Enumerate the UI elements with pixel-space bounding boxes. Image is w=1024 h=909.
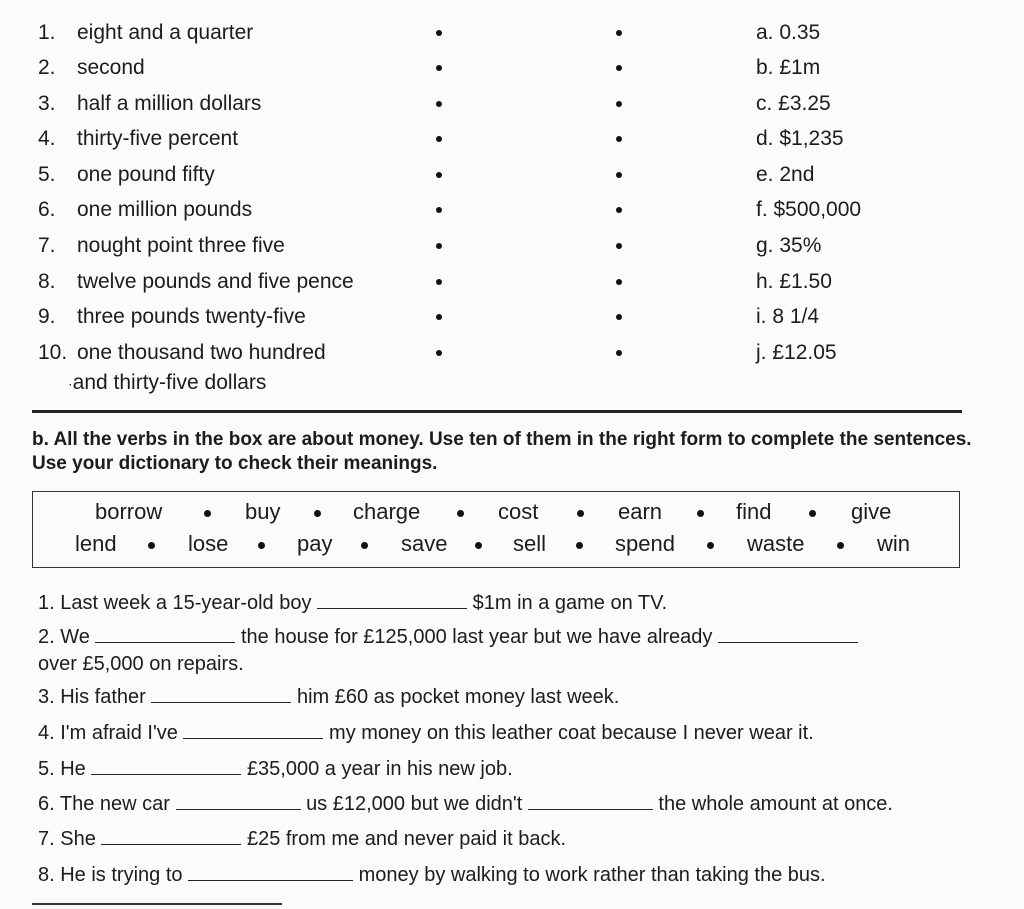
bullet-separator xyxy=(361,542,368,549)
right-match-dot[interactable] xyxy=(616,207,622,213)
answer-blank[interactable] xyxy=(151,684,291,703)
item-phrase: three pounds twenty-five xyxy=(77,305,306,328)
left-match-dot[interactable] xyxy=(436,136,442,142)
answer-blank[interactable] xyxy=(718,624,858,643)
answer-blank[interactable] xyxy=(91,756,241,775)
word-earn: earn xyxy=(618,499,663,524)
sentence-6 xyxy=(38,791,893,816)
match-row-3 xyxy=(0,92,1024,122)
left-match-dot[interactable] xyxy=(436,243,442,249)
item-answer: f. $500,000 xyxy=(756,198,862,221)
word-sell: sell xyxy=(513,531,547,556)
item-number: 7. xyxy=(38,234,56,257)
word-waste: waste xyxy=(747,531,805,556)
item-answer: g. 35% xyxy=(756,234,822,257)
item-answer: j. £12.05 xyxy=(756,341,837,364)
right-match-dot[interactable] xyxy=(616,350,622,356)
bullet-separator xyxy=(148,542,155,549)
item-number: 9. xyxy=(38,305,56,328)
item-phrase: one million pounds xyxy=(77,198,253,221)
bullet-separator xyxy=(837,542,844,549)
word-box xyxy=(32,491,960,568)
answer-blank[interactable] xyxy=(317,590,467,609)
right-match-dot[interactable] xyxy=(616,136,622,142)
sentence-text: $1m in a game on TV. xyxy=(472,592,668,614)
bullet-separator xyxy=(707,542,714,549)
bullet-separator xyxy=(457,510,464,517)
word-lose: lose xyxy=(188,531,229,556)
match-row-9 xyxy=(0,305,1024,335)
sentence-text: 7. She xyxy=(38,828,96,850)
word-spend: spend xyxy=(615,531,675,556)
item-answer: b. £1m xyxy=(756,56,821,79)
item-answer: h. £1.50 xyxy=(756,270,832,293)
item-answer: d. $1,235 xyxy=(756,127,844,150)
right-match-dot[interactable] xyxy=(616,65,622,71)
item-number: 10. xyxy=(38,341,68,364)
right-match-dot[interactable] xyxy=(616,243,622,249)
sentence-text: him £60 as pocket money last week. xyxy=(296,686,620,708)
bullet-separator xyxy=(697,510,704,517)
sentence-text: 8. He is trying to xyxy=(38,864,183,886)
word-lend: lend xyxy=(75,531,117,556)
bullet-separator xyxy=(314,510,321,517)
continuation-text: and thirty-five dollars xyxy=(72,371,267,394)
sentence-text: £25 from me and never paid it back. xyxy=(246,828,567,850)
item-phrase: twelve pounds and five pence xyxy=(77,270,354,293)
right-match-dot[interactable] xyxy=(616,101,622,107)
item-number: 8. xyxy=(38,270,56,293)
sentence-text: the house for £125,000 last year but we have already xyxy=(241,626,713,648)
item-phrase-continuation: ·and thirty-five dollars xyxy=(68,371,267,394)
item-phrase: thirty-five percent xyxy=(77,127,239,150)
item-phrase: nought point three five xyxy=(77,234,285,257)
left-match-dot[interactable] xyxy=(436,207,442,213)
bullet-separator xyxy=(809,510,816,517)
sentence-8 xyxy=(38,862,826,887)
bullet-separator xyxy=(577,510,584,517)
answer-blank[interactable] xyxy=(176,791,301,810)
bullet-separator xyxy=(204,510,211,517)
sentence-4 xyxy=(38,720,814,745)
sentence-text: the whole amount at once. xyxy=(658,793,893,815)
item-number: 3. xyxy=(38,92,56,115)
word-pay: pay xyxy=(297,531,333,556)
sentence-text: us £12,000 but we didn't xyxy=(306,793,523,815)
item-phrase: one pound fifty xyxy=(77,163,215,186)
item-number: 4. xyxy=(38,127,56,150)
answer-blank[interactable] xyxy=(95,624,235,643)
word-find: find xyxy=(736,499,772,524)
bullet-separator xyxy=(576,542,583,549)
sentence-text: 3. His father xyxy=(38,686,146,708)
item-answer: i. 8 1/4 xyxy=(756,305,820,328)
word-cost: cost xyxy=(498,499,539,524)
item-answer: a. 0.35 xyxy=(756,21,821,44)
sentence-5 xyxy=(38,756,513,781)
right-match-dot[interactable] xyxy=(616,279,622,285)
word-give: give xyxy=(851,499,892,524)
item-phrase: second xyxy=(77,56,145,79)
sentence-2 xyxy=(38,624,858,649)
item-number: 1. xyxy=(38,21,56,44)
word-charge: charge xyxy=(353,499,421,524)
item-number: 2. xyxy=(38,56,56,79)
sentence-1 xyxy=(38,590,667,615)
right-match-dot[interactable] xyxy=(616,30,622,36)
answer-blank[interactable] xyxy=(101,826,241,845)
sentence-text: 4. I'm afraid I've xyxy=(38,722,178,744)
match-row-8 xyxy=(0,270,1024,300)
match-row-1 xyxy=(0,21,1024,51)
part-b-instruction: b. All the verbs in the box are about money. Use ten of them in the right form to complete the sentences. Use your dictionary to check their meanings. xyxy=(32,429,972,474)
item-phrase: half a million dollars xyxy=(77,92,262,115)
item-number: 6. xyxy=(38,198,56,221)
bullet-separator xyxy=(258,542,265,549)
sentence-text: 1. Last week a 15-year-old boy xyxy=(38,592,312,614)
match-row-2 xyxy=(0,56,1024,86)
right-match-dot[interactable] xyxy=(616,172,622,178)
sentence-text: 2. We xyxy=(38,626,90,648)
left-match-dot[interactable] xyxy=(436,101,442,107)
item-phrase: eight and a quarter xyxy=(77,21,254,44)
match-row-7 xyxy=(0,234,1024,264)
item-phrase: one thousand two hundred xyxy=(77,341,326,364)
match-row-10 xyxy=(0,341,1024,371)
match-row-5 xyxy=(0,163,1024,193)
item-number: 5. xyxy=(38,163,56,186)
left-match-dot[interactable] xyxy=(436,172,442,178)
answer-blank[interactable] xyxy=(188,862,353,881)
sentence-text: my money on this leather coat because I never wear it. xyxy=(329,722,814,744)
word-save: save xyxy=(401,531,448,556)
sentence-7 xyxy=(38,826,566,851)
item-answer: e. 2nd xyxy=(756,163,815,186)
word-borrow: borrow xyxy=(95,499,163,524)
left-match-dot[interactable] xyxy=(436,279,442,285)
left-match-dot[interactable] xyxy=(436,65,442,71)
sentence-text: money by walking to work rather than taking the bus. xyxy=(358,864,826,886)
footer-divider xyxy=(32,903,282,905)
left-match-dot[interactable] xyxy=(436,350,442,356)
sentence-text: £35,000 a year in his new job. xyxy=(246,758,513,780)
left-match-dot[interactable] xyxy=(436,314,442,320)
left-match-dot[interactable] xyxy=(436,30,442,36)
section-divider xyxy=(32,410,962,413)
bullet-separator xyxy=(475,542,482,549)
answer-blank[interactable] xyxy=(528,791,653,810)
sentence-text: 5. He xyxy=(38,758,86,780)
match-row-4 xyxy=(0,127,1024,157)
sentence-text: 6. The new car xyxy=(38,793,170,815)
right-match-dot[interactable] xyxy=(616,314,622,320)
word-buy: buy xyxy=(245,499,281,524)
item-answer: c. £3.25 xyxy=(756,92,831,115)
sentence-3 xyxy=(38,684,619,709)
answer-blank[interactable] xyxy=(183,720,323,739)
word-win: win xyxy=(877,531,911,556)
match-row-6 xyxy=(0,198,1024,228)
sentence-2-continuation: over £5,000 on repairs. xyxy=(38,653,244,675)
